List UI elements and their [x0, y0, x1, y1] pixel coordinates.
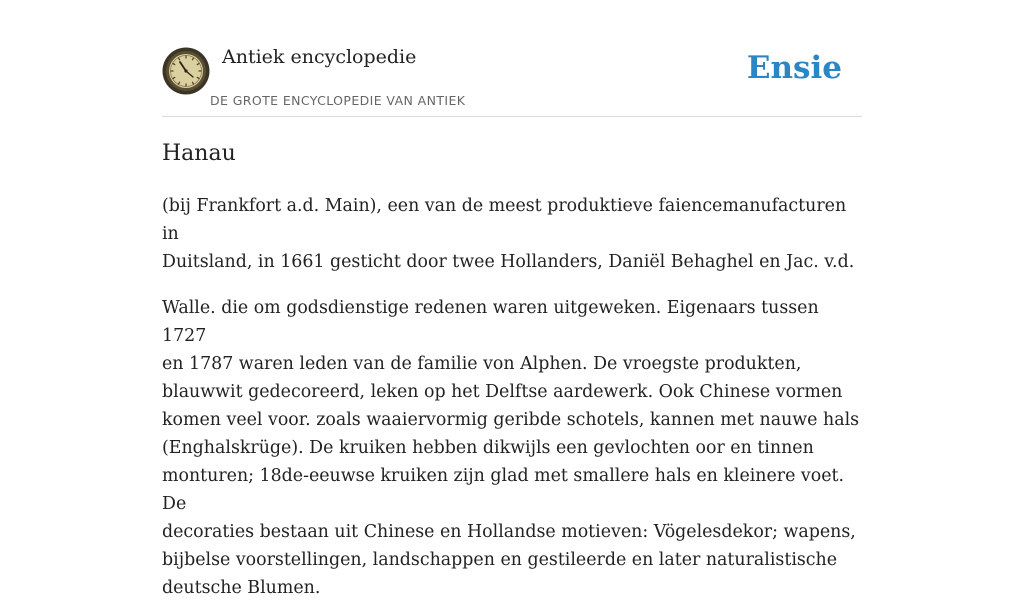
clock-icon[interactable] — [162, 47, 210, 95]
site-title[interactable]: Antiek encyclopedie — [222, 46, 417, 68]
site-header — [162, 0, 862, 117]
article-paragraph: Walle. die om godsdienstige redenen waren uitgeweken. Eigenaars tussen 1727 en 1787 waren leden van de familie von Alphen. De vroegste produkten, blauwwit gedecoreerd, leken op het Delftse aardewerk. Ook Chinese vormen komen veel voor. zoals waaiervormig geribde schotels, kannen met nauwe hals (Enghalskrüge). De kruiken hebben dikwijls een gevlochten oor en tinnen monturen; 18de-eeuwse kruiken zijn glad met smallere hals en kleinere voet. De decoraties bestaan uit Chinese en Hollandse motieven: Vögelesdekor; wapens, bijbelse voorstellingen, landschappen en gestileerde en later naturalistische deutsche Blumen. — [162, 298, 860, 598]
site-subtitle: DE GROTE ENCYCLOPEDIE VAN ANTIEK — [210, 93, 466, 108]
brand-logo-link[interactable]: Ensie — [746, 50, 842, 86]
article-title: Hanau — [162, 141, 236, 166]
article-paragraph: (bij Frankfort a.d. Main), een van de meest produktieve faiencemanufacturen in Duitsland, in 1661 gesticht door twee Hollanders, Daniël Behaghel en Jac. v.d. — [162, 196, 855, 272]
article — [162, 138, 862, 602]
